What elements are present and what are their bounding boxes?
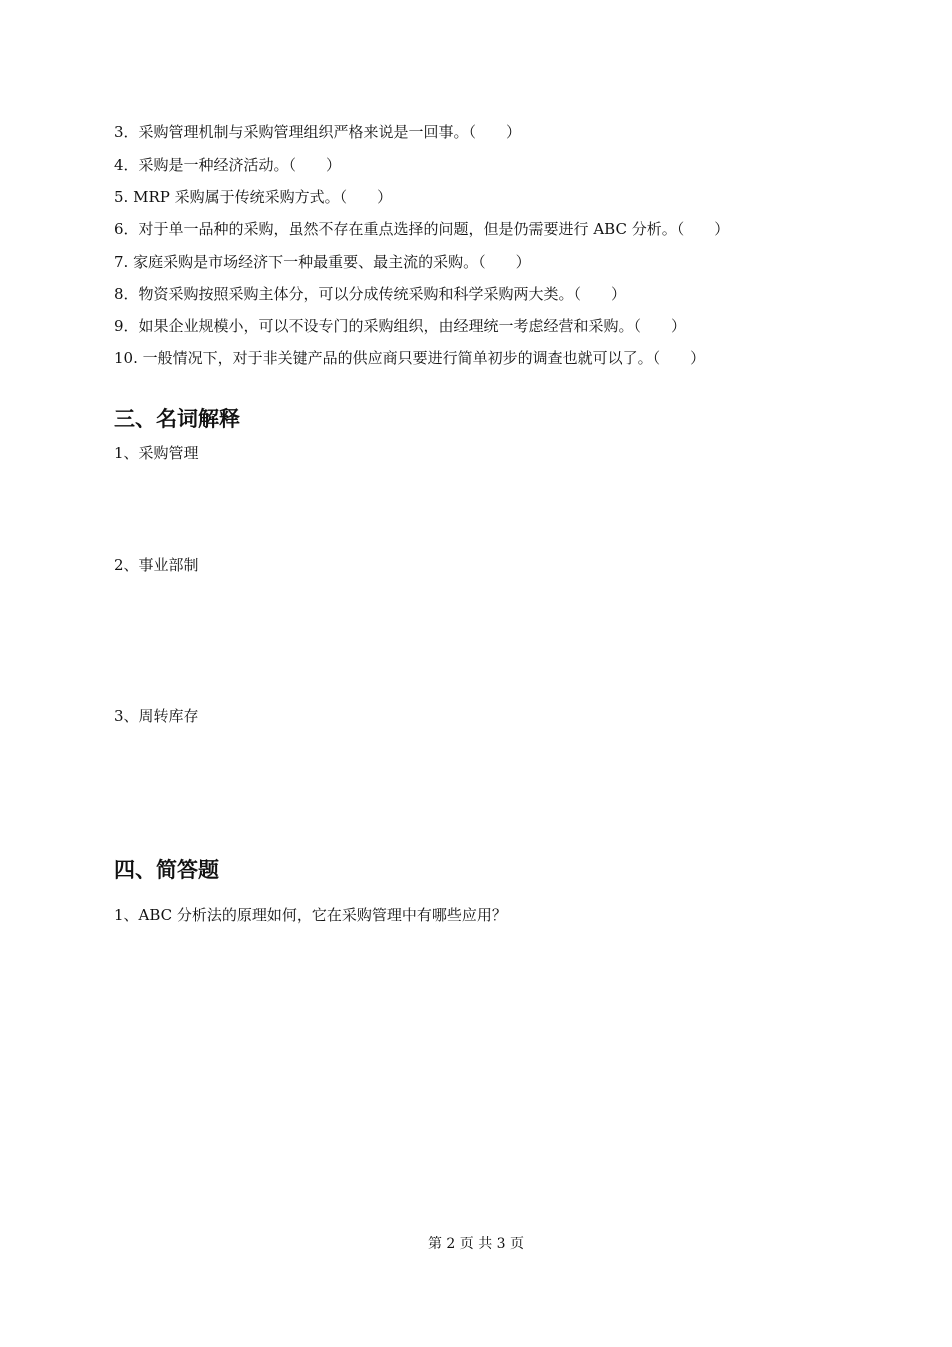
section-heading-short-answer: 四、简答题 (114, 857, 219, 882)
term-item-1: 1、采购管理 (114, 444, 199, 462)
tf-item-7: 7. 家庭采购是市场经济下一种最重要、最主流的采购。（ ） (114, 253, 531, 271)
term-item-2: 2、事业部制 (114, 556, 199, 574)
term-item-3: 3、周转库存 (114, 707, 199, 725)
tf-item-6: 6．对于单一品种的采购，虽然不存在重点选择的问题，但是仍需要进行 ABC 分析。（ ） (114, 220, 730, 238)
section-heading-terms: 三、名词解释 (114, 406, 240, 431)
short-answer-item-1: 1、ABC 分析法的原理如何，它在采购管理中有哪些应用？ (114, 906, 507, 924)
page-footer: 第 2 页 共 3 页 (427, 1236, 525, 1252)
tf-item-3: 3．采购管理机制与采购管理组织严格来说是一回事。（ ） (114, 123, 522, 141)
tf-item-10: 10. 一般情况下，对于非关键产品的供应商只要进行简单初步的调查也就可以了。（ ） (114, 349, 706, 367)
tf-item-8: 8．物资采购按照采购主体分，可以分成传统采购和科学采购两大类。（ ） (114, 285, 627, 303)
tf-item-4: 4．采购是一种经济活动。（ ） (114, 156, 342, 174)
tf-item-9: 9．如果企业规模小，可以不设专门的采购组织，由经理统一考虑经营和采购。（ ） (114, 317, 687, 335)
tf-item-5: 5. MRP 采购属于传统采购方式。（ ） (114, 188, 393, 206)
